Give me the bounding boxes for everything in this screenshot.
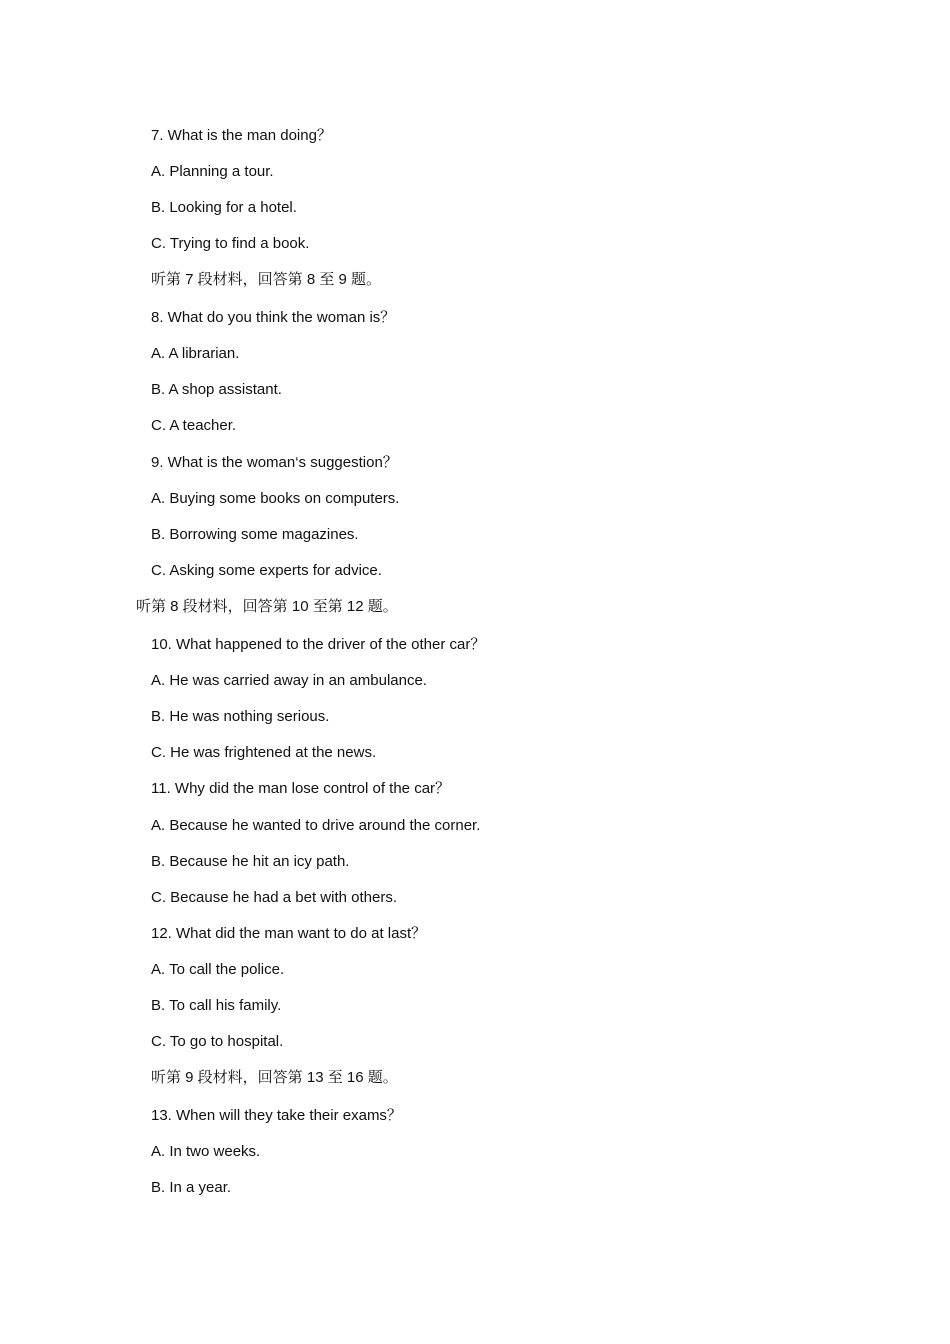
- question-8: 8. What do you think the woman is？: [151, 309, 396, 326]
- question-11: 11. Why did the man lose control of the car？: [151, 780, 451, 797]
- question-9: 9. What is the woman‘s suggestion？: [151, 454, 398, 471]
- question-7: 7. What is the man doing？: [151, 127, 332, 144]
- option-11c: C. Because he had a bet with others.: [151, 889, 397, 906]
- option-10a: A. He was carried away in an ambulance.: [151, 672, 427, 689]
- option-12b: B. To call his family.: [151, 997, 282, 1014]
- option-11a: A. Because he wanted to drive around the corner.: [151, 817, 481, 834]
- section-heading-9: 听第 9 段材料，回答第 13 至 16 题。: [151, 1069, 398, 1086]
- option-11b: B. Because he hit an icy path.: [151, 853, 350, 870]
- option-13a: A. In two weeks.: [151, 1143, 261, 1160]
- option-7c: C. Trying to find a book.: [151, 235, 310, 252]
- question-13: 13. When will they take their exams？: [151, 1107, 402, 1124]
- option-8b: B. A shop assistant.: [151, 381, 282, 398]
- option-9c: C. Asking some experts for advice.: [151, 562, 382, 579]
- option-8a: A. A librarian.: [151, 345, 240, 362]
- option-10c: C. He was frightened at the news.: [151, 744, 377, 761]
- section-heading-7: 听第 7 段材料，回答第 8 至 9 题。: [151, 271, 382, 288]
- option-12c: C. To go to hospital.: [151, 1033, 284, 1050]
- question-12: 12. What did the man want to do at last？: [151, 925, 427, 942]
- option-9a: A. Buying some books on computers.: [151, 490, 400, 507]
- option-12a: A. To call the police.: [151, 961, 285, 978]
- option-7a: A. Planning a tour.: [151, 163, 274, 180]
- option-9b: B. Borrowing some magazines.: [151, 526, 359, 543]
- question-10: 10. What happened to the driver of the other car？: [151, 636, 486, 653]
- option-8c: C. A teacher.: [151, 417, 237, 434]
- option-10b: B. He was nothing serious.: [151, 708, 330, 725]
- section-heading-8: 听第 8 段材料，回答第 10 至第 12 题。: [136, 598, 398, 615]
- option-13b: B. In a year.: [151, 1179, 232, 1196]
- option-7b: B. Looking for a hotel.: [151, 199, 297, 216]
